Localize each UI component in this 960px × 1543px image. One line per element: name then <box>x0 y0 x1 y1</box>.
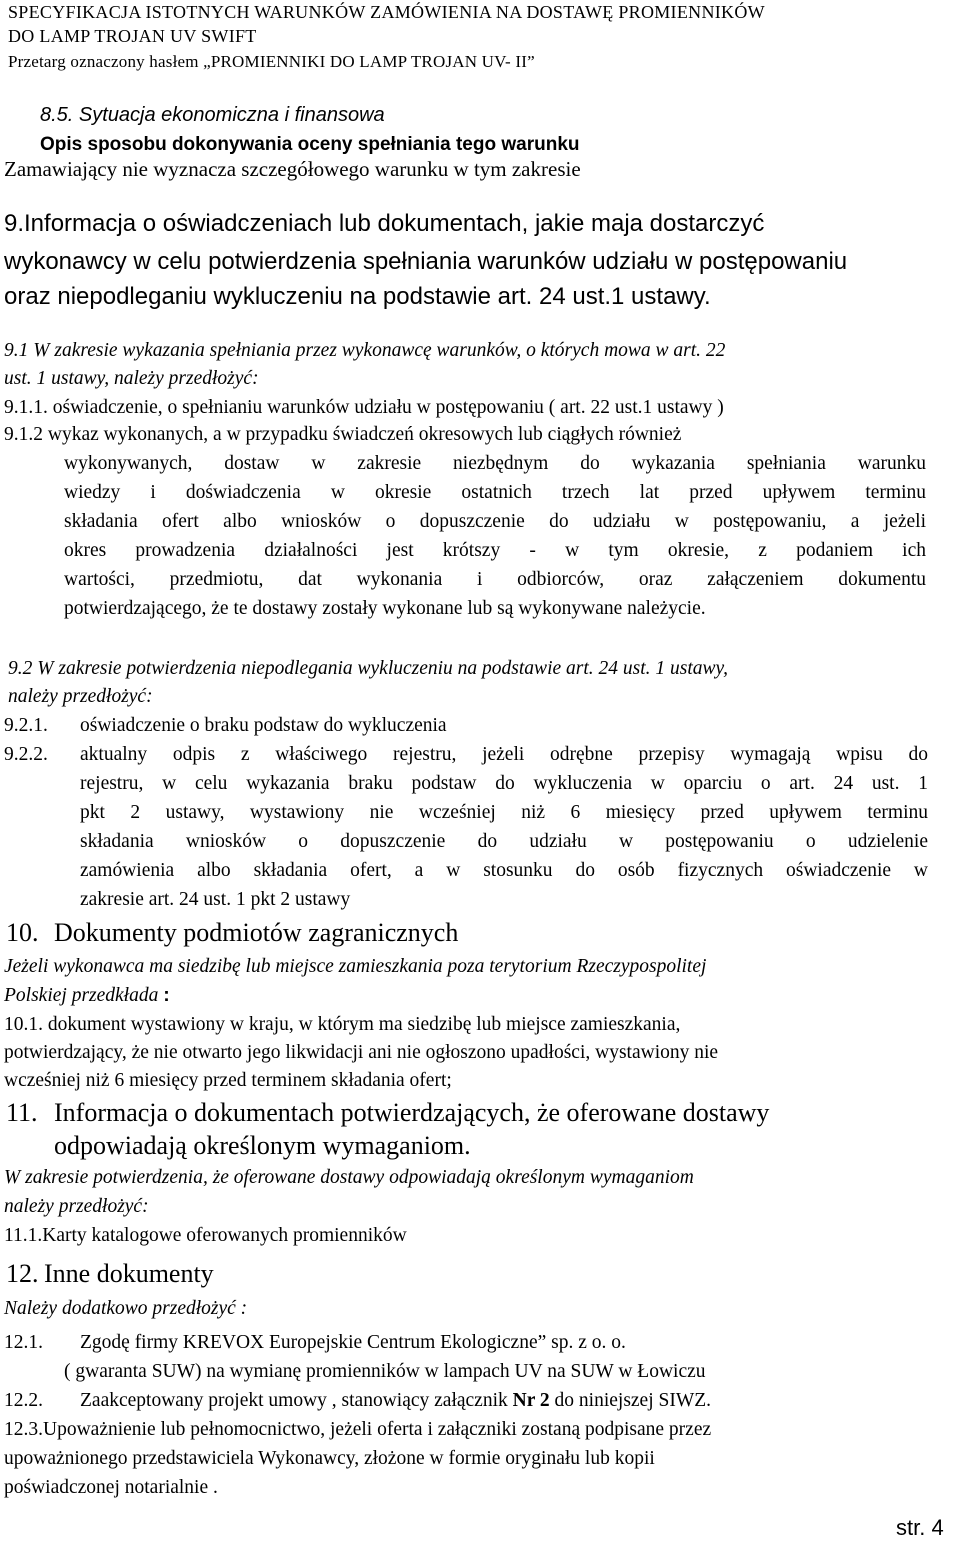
section-10-1-line-3: wcześniej niż 6 miesięcy przed terminem składania ofert; <box>4 1070 452 1091</box>
section-8-5-subtitle: Opis sposobu dokonywania oceny spełniania tego warunku <box>40 134 580 155</box>
section-11-title-2: odpowiadają określonym wymaganiom. <box>54 1131 471 1160</box>
section-10-1-line-2: potwierdzający, że nie otwarto jego likwidacji ani nie ogłoszono upadłości, wystawiony nie <box>4 1042 719 1063</box>
section-12-1-line-1: Zgodę firmy KREVOX Europejskie Centrum Ekologiczne” sp. z o. o. <box>80 1332 626 1353</box>
section-9-2-heading-1: 9.2 W zakresie potwierdzenia niepodlegania wykluczeniu na podstawie art. 24 ust. 1 ustawy, <box>8 658 728 679</box>
section-9-intro-3: oraz niepodleganiu wykluczeniu na podstawie art. 24 ust.1 ustawy. <box>4 283 711 310</box>
section-12-2-number: 12.2. <box>4 1390 43 1411</box>
section-11-title-1: Informacja o dokumentach potwierdzających, że oferowane dostawy <box>54 1098 770 1127</box>
section-9-2-1: oświadczenie o braku podstaw do wykluczenia <box>80 715 447 736</box>
section-11-1: 11.1.Karty katalogowe oferowanych promienników <box>4 1225 407 1246</box>
section-8-5-title: 8.5. Sytuacja ekonomiczna i finansowa <box>40 104 385 126</box>
section-10-number: 10. <box>6 918 39 947</box>
section-10-1-line-1: 10.1. dokument wystawiony w kraju, w którym ma siedzibę lub miejsce zamieszkania, <box>4 1014 681 1035</box>
section-12-1-number: 12.1. <box>4 1332 43 1353</box>
section-9-1-heading-2: ust. 1 ustawy, należy przedłożyć: <box>4 368 259 389</box>
section-12-number: 12. <box>6 1259 39 1288</box>
section-9-2-2-line-3: pkt 2 ustawy, wystawiony nie wcześniej niż 6 miesięcy przed upływem terminu <box>80 802 928 823</box>
section-12-3-line-1: 12.3.Upoważnienie lub pełnomocnictwo, jeżeli oferta i załączniki zostaną podpisane przez <box>4 1419 712 1440</box>
section-9-intro-2: wykonawcy w celu potwierdzenia spełniania warunków udziału w postępowaniu <box>4 248 848 275</box>
section-12-3-line-2: upoważnionego przedstawiciela Wykonawcy, złożone w formie oryginału lub kopii <box>4 1448 655 1469</box>
section-9-1-2-line-5: okres prowadzenia działalności jest krótszy - w tym okresie, z podaniem ich <box>64 540 926 561</box>
section-9-2-2-line-1: aktualny odpis z właściwego rejestru, jeżeli odrębne przepisy wymagają wpisu do <box>80 744 928 765</box>
section-10-title: Dokumenty podmiotów zagranicznych <box>54 918 459 947</box>
section-12-2-text-a: Zaakceptowany projekt umowy , stanowiący załącznik <box>80 1390 513 1411</box>
section-12-1-line-2: ( gwaranta SUW) na wymianę promienników w lampach UV na SUW w Łowiczu <box>64 1361 706 1382</box>
section-9-intro-1: 9.Informacja o oświadczeniach lub dokumentach, jakie maja dostarczyć <box>4 210 765 237</box>
section-11-number: 11. <box>6 1098 38 1127</box>
section-10-intro-colon: : <box>163 984 170 1006</box>
section-9-1-1: 9.1.1. oświadczenie, o spełnianiu warunków udziału w postępowaniu ( art. 22 ust.1 ustawy ) <box>4 397 724 418</box>
section-9-2-heading-2: należy przedłożyć: <box>8 686 153 707</box>
doc-header-line1: SPECYFIKACJA ISTOTNYCH WARUNKÓW ZAMÓWIENIA NA DOSTAWĘ PROMIENNIKÓW <box>8 2 765 22</box>
section-12-intro: Należy dodatkowo przedłożyć : <box>4 1298 248 1319</box>
section-9-2-2-line-2: rejestru, w celu wykazania braku podstaw do wykluczenia w oparciu o art. 24 ust. 1 <box>80 773 928 794</box>
section-9-2-1-number: 9.2.1. <box>4 715 48 736</box>
section-9-2-2-number: 9.2.2. <box>4 744 48 765</box>
section-9-1-2-line-6: wartości, przedmiotu, dat wykonania i odbiorców, oraz załączeniem dokumentu <box>64 569 926 590</box>
section-11-intro-2: należy przedłożyć: <box>4 1196 149 1217</box>
section-10-intro-1: Jeżeli wykonawca ma siedzibę lub miejsce zamieszkania poza terytorium Rzeczypospolitej <box>4 956 707 977</box>
section-9-1-2-line-2: wykonywanych, dostaw w zakresie niezbędnym do wykazania spełniania warunku <box>64 453 926 474</box>
page-number: str. 4 <box>896 1515 944 1540</box>
section-9-1-2-line-1: 9.1.2 wykaz wykonanych, a w przypadku świadczeń okresowych lub ciągłych również <box>4 424 682 445</box>
section-12-3-line-3: poświadczonej notarialnie . <box>4 1477 218 1498</box>
section-12-title: Inne dokumenty <box>44 1259 214 1288</box>
section-9-1-heading-1: 9.1 W zakresie wykazania spełniania przez wykonawcę warunków, o których mowa w art. 22 <box>4 340 726 361</box>
section-11-intro-1: W zakresie potwierdzenia, że oferowane dostawy odpowiadają określonym wymaganiom <box>4 1167 694 1188</box>
section-9-1-2-line-4: składania ofert albo wniosków o dopuszczenie do udziału w postępowaniu, a jeżeli <box>64 511 926 532</box>
doc-header-line2: DO LAMP TROJAN UV SWIFT <box>8 26 257 46</box>
doc-header-line3: Przetarg oznaczony hasłem „PROMIENNIKI DO LAMP TROJAN UV- II” <box>8 52 535 71</box>
section-9-1-2-line-3: wiedzy i doświadczenia w okresie ostatnich trzech lat przed upływem terminu <box>64 482 926 503</box>
section-12-2-annex-number: Nr 2 <box>512 1390 550 1411</box>
section-12-2 <box>80 1390 711 1412</box>
section-12-2-text-c: do niniejszej SIWZ. <box>549 1390 712 1411</box>
section-10-intro-2-text: Polskiej przedkłada <box>4 985 164 1006</box>
section-9-2-2-line-4: składania wniosków o dopuszczenie do udziału w postępowaniu o udzielenie <box>80 831 928 852</box>
section-9-2-2-line-5: zamówienia albo składania ofert, a w stosunku do osób fizycznych oświadczenie w <box>80 860 928 881</box>
section-9-2-2-line-6: zakresie art. 24 ust. 1 pkt 2 ustawy <box>80 889 351 910</box>
section-10-intro-2 <box>4 984 170 1007</box>
section-9-1-2-line-7: potwierdzającego, że te dostawy zostały wykonane lub są wykonywane należycie. <box>64 598 706 619</box>
section-8-5-text: Zamawiający nie wyznacza szczegółowego warunku w tym zakresie <box>4 157 581 181</box>
